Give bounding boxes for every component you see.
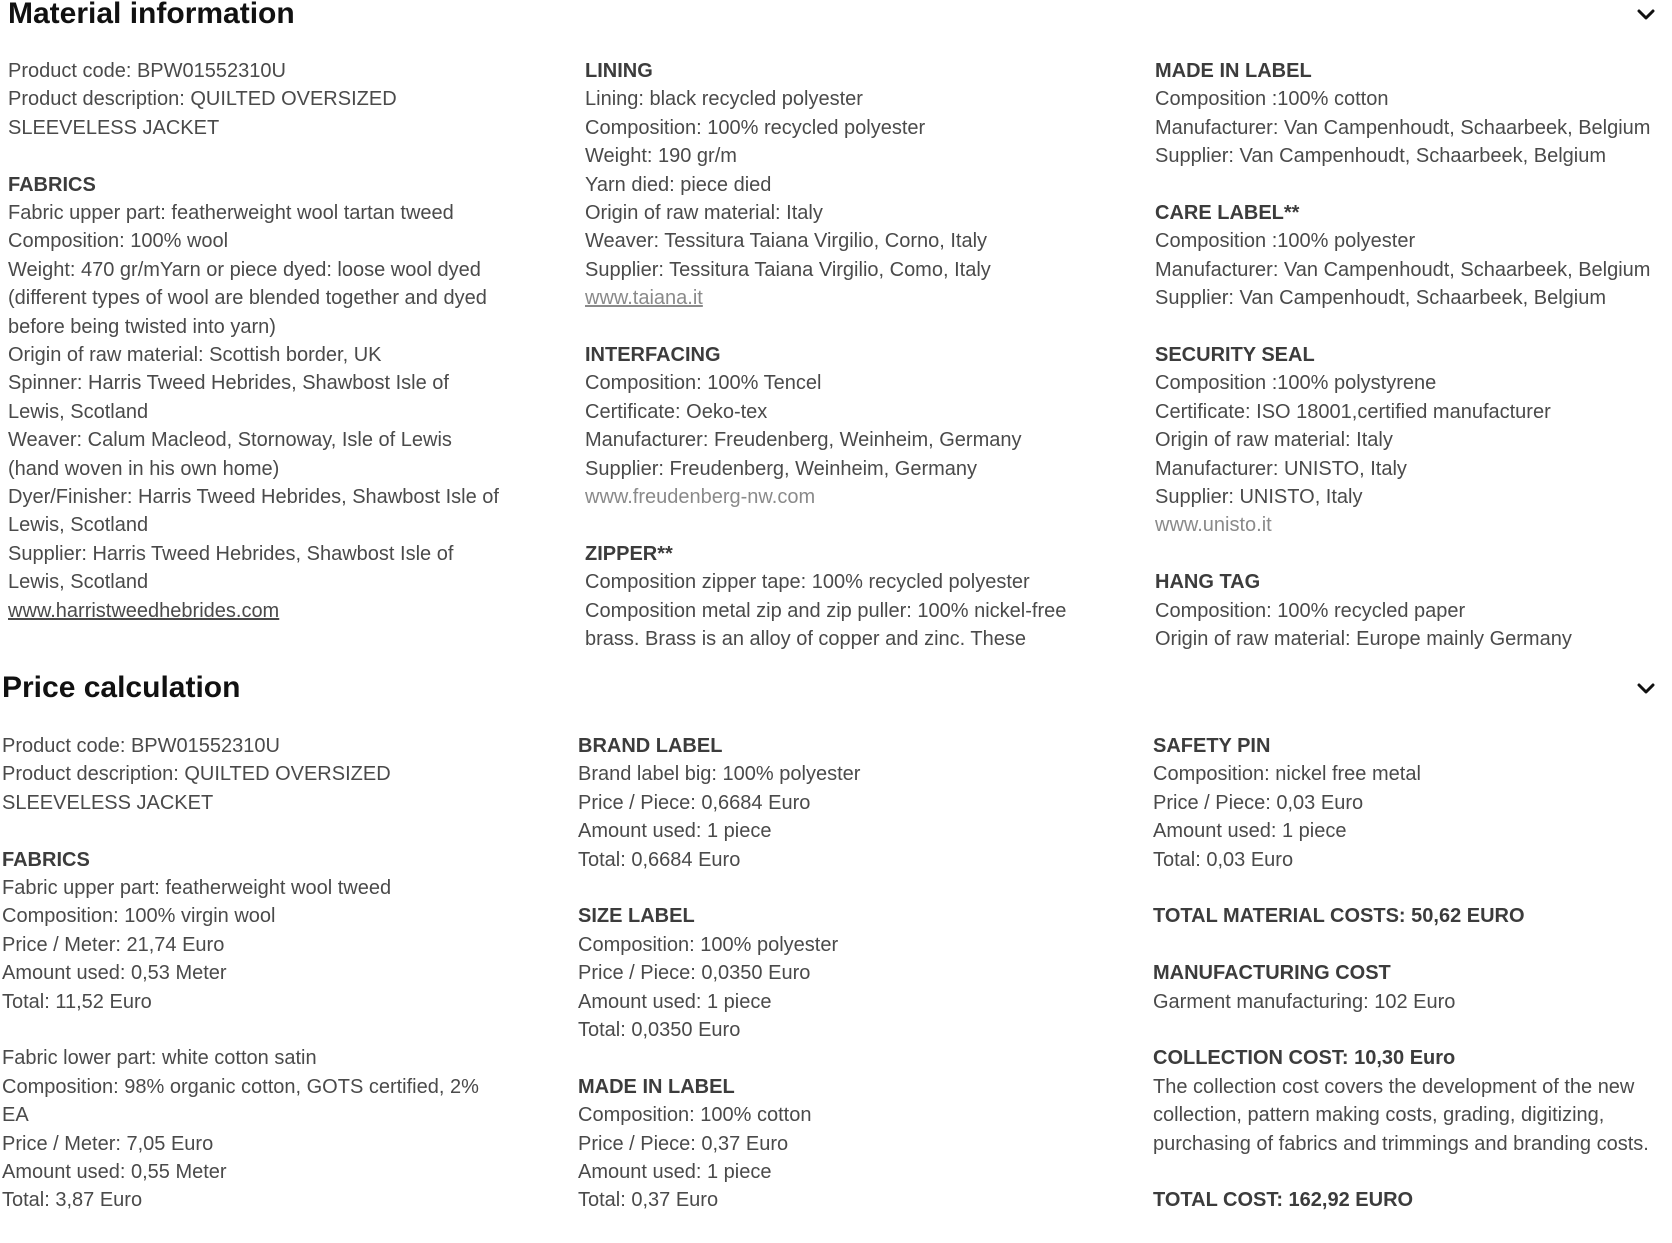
fabrics-line: before being twisted into yarn) xyxy=(8,315,276,338)
brand-label-line: Price / Piece: 0,6684 Euro xyxy=(578,791,811,814)
price-fabrics-upper xyxy=(2,846,562,1016)
price-product-info xyxy=(2,732,562,817)
brand-label-line: Brand label big: 100% polyester xyxy=(578,763,861,786)
lining-block xyxy=(585,57,1125,313)
taiana-link[interactable]: www.taiana.it xyxy=(585,287,703,310)
size-label-heading: SIZE LABEL xyxy=(578,905,695,928)
total-material-costs: TOTAL MATERIAL COSTS: 50,62 EURO xyxy=(1153,905,1525,928)
price-column-3 xyxy=(1153,732,1672,1243)
security-seal-line: Composition :100% polystyrene xyxy=(1155,372,1437,395)
total-cost: TOTAL COST: 162,92 EURO xyxy=(1153,1189,1414,1212)
collection-block xyxy=(1153,1044,1672,1158)
fabric-lower-line: Fabric lower part: white cotton satin xyxy=(2,1047,317,1070)
price-column-2 xyxy=(578,732,1118,1243)
care-label-block xyxy=(1155,199,1672,313)
harris-tweed-link[interactable]: www.harristweedhebrides.com xyxy=(8,599,280,622)
zipper-line: brass. Brass is an alloy of copper and zinc. These xyxy=(585,628,1026,651)
material-information-header[interactable] xyxy=(0,0,1672,40)
fabric-upper-line: Price / Meter: 21,74 Euro xyxy=(2,933,225,956)
made-in-label-line: Amount used: 1 piece xyxy=(578,1161,772,1184)
price-calculation-header[interactable] xyxy=(0,672,1672,712)
product-info xyxy=(8,57,568,142)
security-seal-line: Origin of raw material: Italy xyxy=(1155,429,1393,452)
fabric-upper-line: Composition: 100% virgin wool xyxy=(2,905,276,928)
hang-tag-line: Composition: 100% recycled paper xyxy=(1155,599,1466,622)
product-code: Product code: BPW01552310U xyxy=(8,60,286,82)
zipper-line: Composition zipper tape: 100% recycled polyester xyxy=(585,571,1030,594)
lining-line: Weight: 190 gr/m xyxy=(585,145,737,168)
size-label-line: Composition: 100% polyester xyxy=(578,933,839,956)
care-label-line: Composition :100% polyester xyxy=(1155,230,1416,253)
total-material-block xyxy=(1153,902,1672,930)
lining-heading: LINING xyxy=(585,60,653,82)
fabric-lower-line: Amount used: 0,55 Meter xyxy=(2,1161,227,1184)
made-in-label-line: Composition :100% cotton xyxy=(1155,88,1389,111)
safety-pin-heading: SAFETY PIN xyxy=(1153,735,1271,757)
made-in-label-block xyxy=(1155,57,1672,171)
safety-pin-line: Amount used: 1 piece xyxy=(1153,820,1347,843)
interfacing-line: Composition: 100% Tencel xyxy=(585,372,822,395)
material-column-1 xyxy=(8,57,568,654)
size-label-line: Total: 0,0350 Euro xyxy=(578,1019,741,1042)
price-calculation-section xyxy=(0,672,1672,1217)
lining-line: Supplier: Tessitura Taiana Virgilio, Como, Italy xyxy=(585,258,991,281)
zipper-heading: ZIPPER** xyxy=(585,542,673,565)
hang-tag-line: Origin of raw material: Europe mainly Germany xyxy=(1155,628,1572,651)
material-information-title: Material information xyxy=(8,0,295,30)
unisto-link[interactable]: www.unisto.it xyxy=(1155,514,1272,537)
freudenberg-link[interactable]: www.freudenberg-nw.com xyxy=(585,486,816,509)
security-seal-heading: SECURITY SEAL xyxy=(1155,344,1315,367)
fabric-lower-line: Price / Meter: 7,05 Euro xyxy=(2,1132,214,1155)
size-label-line: Price / Piece: 0,0350 Euro xyxy=(578,962,811,985)
fabrics-line: Fabric upper part: featherweight wool tartan tweed xyxy=(8,202,454,225)
product-description-cont: SLEEVELESS JACKET xyxy=(8,116,220,139)
price-column-1 xyxy=(2,732,562,1243)
interfacing-line: Certificate: Oeko-tex xyxy=(585,400,768,423)
fabrics-line: Lewis, Scotland xyxy=(8,400,149,423)
total-cost-block xyxy=(1153,1186,1672,1214)
fabric-upper-line: Fabric upper part: featherweight wool tweed xyxy=(2,877,392,900)
made-in-label-line: Supplier: Van Campenhoudt, Schaarbeek, Belgium xyxy=(1155,145,1607,168)
size-label-line: Amount used: 1 piece xyxy=(578,990,772,1013)
price-calculation-title: Price calculation xyxy=(2,671,241,704)
security-seal-line: Supplier: UNISTO, Italy xyxy=(1155,486,1363,509)
brand-label-heading: BRAND LABEL xyxy=(578,735,723,757)
collection-line: purchasing of fabrics and trimmings and branding costs. xyxy=(1153,1132,1649,1155)
fabric-lower-line: EA xyxy=(2,1104,29,1127)
safety-pin-line: Composition: nickel free metal xyxy=(1153,763,1421,786)
fabrics-line: Origin of raw material: Scottish border, UK xyxy=(8,344,382,367)
made-in-label-heading: MADE IN LABEL xyxy=(1155,60,1312,82)
fabrics-line: Dyer/Finisher: Harris Tweed Hebrides, Shawbost Isle of xyxy=(8,486,499,509)
interfacing-line: Supplier: Freudenberg, Weinheim, Germany xyxy=(585,457,978,480)
fabric-upper-line: Amount used: 0,53 Meter xyxy=(2,962,227,985)
fabrics-heading: FABRICS xyxy=(2,848,90,871)
made-in-label-heading: MADE IN LABEL xyxy=(578,1075,735,1098)
lining-line: Yarn died: piece died xyxy=(585,173,772,196)
interfacing-line: Manufacturer: Freudenberg, Weinheim, Germany xyxy=(585,429,1022,452)
product-description: Product description: QUILTED OVERSIZED xyxy=(2,763,391,786)
made-in-label-line: Composition: 100% cotton xyxy=(578,1104,812,1127)
chevron-down-icon[interactable] xyxy=(1636,679,1656,699)
price-made-in-label-block xyxy=(578,1073,1118,1215)
lining-line: Weaver: Tessitura Taiana Virgilio, Corno, Italy xyxy=(585,230,988,253)
fabrics-line: Lewis, Scotland xyxy=(8,514,149,537)
interfacing-block xyxy=(585,341,1125,511)
fabrics-line: Composition: 100% wool xyxy=(8,230,229,253)
collection-line: collection, pattern making costs, grading, digitizing, xyxy=(1153,1104,1605,1127)
safety-pin-block xyxy=(1153,732,1672,874)
fabrics-line: (different types of wool are blended together and dyed xyxy=(8,287,487,310)
safety-pin-line: Total: 0,03 Euro xyxy=(1153,848,1294,871)
fabrics-block xyxy=(8,171,568,626)
product-code: Product code: BPW01552310U xyxy=(2,735,280,757)
brand-label-block xyxy=(578,732,1118,874)
chevron-down-icon[interactable] xyxy=(1636,5,1656,25)
product-description: Product description: QUILTED OVERSIZED xyxy=(8,88,397,111)
size-label-block xyxy=(578,902,1118,1044)
fabrics-line: Weaver: Calum Macleod, Stornoway, Isle of Lewis xyxy=(8,429,452,452)
price-fabrics-lower xyxy=(2,1044,562,1214)
brand-label-line: Total: 0,6684 Euro xyxy=(578,848,741,871)
safety-pin-line: Price / Piece: 0,03 Euro xyxy=(1153,791,1364,814)
collection-heading: COLLECTION COST: 10,30 Euro xyxy=(1153,1047,1456,1070)
fabrics-line: Lewis, Scotland xyxy=(8,571,149,594)
fabric-lower-line: Composition: 98% organic cotton, GOTS certified, 2% xyxy=(2,1075,479,1098)
fabrics-line: Weight: 470 gr/mYarn or piece dyed: loose wool dyed xyxy=(8,258,481,281)
fabrics-line: Supplier: Harris Tweed Hebrides, Shawbost Isle of xyxy=(8,542,454,565)
care-label-line: Supplier: Van Campenhoudt, Schaarbeek, Belgium xyxy=(1155,287,1607,310)
care-label-line: Manufacturer: Van Campenhoudt, Schaarbeek, Belgium xyxy=(1155,258,1651,281)
security-seal-line: Certificate: ISO 18001,certified manufacturer xyxy=(1155,400,1551,423)
interfacing-heading: INTERFACING xyxy=(585,344,721,367)
security-seal-block xyxy=(1155,341,1672,540)
lining-line: Origin of raw material: Italy xyxy=(585,202,823,225)
manufacturing-block xyxy=(1153,959,1672,1016)
fabric-lower-line: Total: 3,87 Euro xyxy=(2,1189,143,1212)
manufacturing-line: Garment manufacturing: 102 Euro xyxy=(1153,990,1456,1013)
lining-line: Lining: black recycled polyester xyxy=(585,88,863,111)
zipper-line: Composition metal zip and zip puller: 100% nickel-free xyxy=(585,599,1067,622)
fabrics-line: Spinner: Harris Tweed Hebrides, Shawbost Isle of xyxy=(8,372,449,395)
care-label-heading: CARE LABEL** xyxy=(1155,202,1300,225)
manufacturing-heading: MANUFACTURING COST xyxy=(1153,962,1391,985)
collection-line: The collection cost covers the development of the new xyxy=(1153,1075,1635,1098)
made-in-label-line: Manufacturer: Van Campenhoudt, Schaarbeek, Belgium xyxy=(1155,116,1651,139)
hang-tag-block xyxy=(1155,568,1672,653)
hang-tag-heading: HANG TAG xyxy=(1155,571,1261,594)
made-in-label-line: Total: 0,37 Euro xyxy=(578,1189,719,1212)
fabric-upper-line: Total: 11,52 Euro xyxy=(2,990,152,1013)
security-seal-line: Manufacturer: UNISTO, Italy xyxy=(1155,457,1407,480)
made-in-label-line: Price / Piece: 0,37 Euro xyxy=(578,1132,789,1155)
fabrics-line: (hand woven in his own home) xyxy=(8,457,280,480)
product-description-cont: SLEEVELESS JACKET xyxy=(2,791,214,814)
material-column-2 xyxy=(585,57,1125,682)
fabrics-heading: FABRICS xyxy=(8,173,96,196)
zipper-block xyxy=(585,540,1125,654)
brand-label-line: Amount used: 1 piece xyxy=(578,820,772,843)
material-column-3 xyxy=(1155,57,1672,682)
lining-line: Composition: 100% recycled polyester xyxy=(585,116,926,139)
